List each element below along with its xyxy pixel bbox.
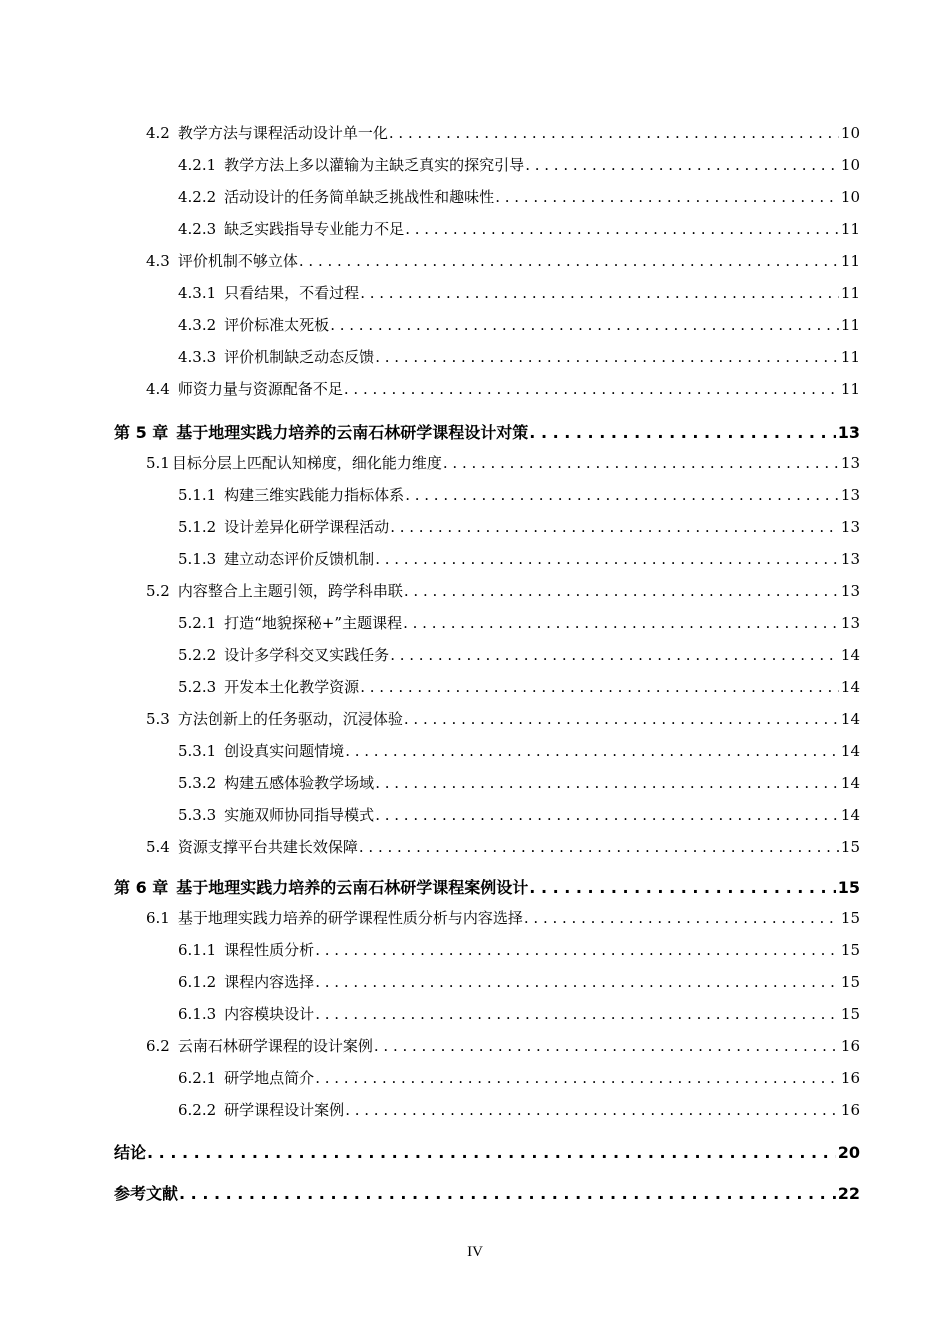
toc-entry-title: 云南石林研学课程的设计案例 <box>177 1037 373 1055</box>
toc-entry-title: 基于地理实践力培养的研学课程性质分析与内容选择 <box>177 909 523 927</box>
toc-entry-5-3-3[interactable] <box>178 804 860 825</box>
dot-leader <box>375 806 839 824</box>
toc-page-number: 13 <box>837 423 860 442</box>
toc-page-number: 10 <box>840 124 860 142</box>
toc-entry-6-1-2[interactable] <box>178 971 860 992</box>
dot-leader <box>524 909 839 927</box>
toc-page-number: 14 <box>840 742 860 760</box>
toc-entry-4-4[interactable] <box>146 378 860 399</box>
toc-entry-6-2[interactable] <box>146 1035 860 1056</box>
page-number-footer: IV <box>467 1244 483 1260</box>
dot-leader <box>403 614 839 632</box>
dot-leader <box>345 1101 839 1119</box>
toc-page-number: 22 <box>837 1184 860 1203</box>
dot-leader <box>390 646 839 664</box>
toc-chapter-5[interactable] <box>114 420 860 443</box>
toc-entry-number: 第 6 章 <box>114 878 169 897</box>
dot-leader <box>375 774 839 792</box>
toc-entry-number: 6.1.3 <box>178 1005 217 1023</box>
toc-entry-5-1[interactable] <box>146 452 860 473</box>
toc-page-number: 14 <box>840 678 860 696</box>
toc-entry-4-2-3[interactable] <box>178 218 860 239</box>
toc-page-number: 11 <box>840 316 860 334</box>
toc-entry-number: 4.3.3 <box>178 348 217 366</box>
dot-leader <box>443 454 839 472</box>
toc-page-number: 15 <box>840 941 860 959</box>
toc-entry-title: 设计多学科交叉实践任务 <box>224 646 390 664</box>
toc-entry-number: 6.2.1 <box>178 1069 217 1087</box>
dot-leader <box>345 742 839 760</box>
toc-entry-5-3-1[interactable] <box>178 740 860 761</box>
toc-entry-5-1-3[interactable] <box>178 548 860 569</box>
toc-entry-title: 评价机制不够立体 <box>177 252 298 270</box>
toc-page-number: 16 <box>840 1101 860 1119</box>
toc-page-number: 15 <box>840 838 860 856</box>
toc-entry-number: 6.1.1 <box>178 941 217 959</box>
toc-entry-title: 开发本土化教学资源 <box>224 678 360 696</box>
toc-entry-4-3[interactable] <box>146 250 860 271</box>
toc-entry-title: 结论 <box>114 1143 147 1162</box>
toc-page-number: 15 <box>837 878 860 897</box>
toc-entry-title: 参考文献 <box>114 1184 179 1203</box>
toc-entry-number: 5.3.2 <box>178 774 217 792</box>
dot-leader <box>374 1037 839 1055</box>
dot-leader <box>315 1069 839 1087</box>
toc-entry-title: 创设真实问题情境 <box>224 742 345 760</box>
toc-entry-number: 6.2.2 <box>178 1101 217 1119</box>
toc-entry-title: 只看结果，不看过程 <box>224 284 360 302</box>
toc-entry-title: 活动设计的任务简单缺乏挑战性和趣味性 <box>224 188 495 206</box>
toc-entry-number: 5.4 <box>146 838 170 856</box>
toc-entry-title: 目标分层上匹配认知梯度，细化能力维度 <box>171 454 442 472</box>
dot-leader <box>405 220 839 238</box>
dot-leader <box>375 348 839 366</box>
toc-entry-4-3-2[interactable] <box>178 314 860 335</box>
toc-entry-number: 5.2.1 <box>178 614 217 632</box>
toc-entry-4-2[interactable] <box>146 122 860 143</box>
toc-entry-4-2-2[interactable] <box>178 186 860 207</box>
toc-entry-number: 5.3.1 <box>178 742 217 760</box>
dot-leader <box>147 1143 836 1162</box>
toc-page-number: 15 <box>840 973 860 991</box>
toc-entry-number: 5.1 <box>146 454 170 472</box>
dot-leader <box>529 878 835 897</box>
toc-page-number: 13 <box>840 582 860 600</box>
toc-entry-number: 6.2 <box>146 1037 170 1055</box>
toc-entry-number: 4.2.3 <box>178 220 217 238</box>
toc-entry-title: 教学方法上多以灌输为主缺乏真实的探究引导 <box>224 156 525 174</box>
dot-leader <box>179 1184 836 1203</box>
toc-entry-title: 研学地点简介 <box>224 1069 315 1087</box>
toc-entry-number: 5.2 <box>146 582 170 600</box>
toc-entry-5-2-3[interactable] <box>178 676 860 697</box>
dot-leader <box>405 486 839 504</box>
toc-page-number: 20 <box>837 1143 860 1162</box>
toc-entry-title: 基于地理实践力培养的云南石林研学课程案例设计 <box>176 878 529 897</box>
dot-leader <box>525 156 839 174</box>
toc-conclusion[interactable] <box>114 1140 860 1163</box>
toc-page-number: 11 <box>840 252 860 270</box>
toc-entry-6-1[interactable] <box>146 907 860 928</box>
toc-entry-title: 评价机制缺乏动态反馈 <box>224 348 375 366</box>
toc-entry-title: 课程性质分析 <box>224 941 315 959</box>
toc-entry-5-1-2[interactable] <box>178 516 860 537</box>
toc-references[interactable] <box>114 1181 860 1204</box>
toc-entry-5-3-2[interactable] <box>178 772 860 793</box>
toc-entry-title: 建立动态评价反馈机制 <box>224 550 375 568</box>
toc-entry-number: 5.3.3 <box>178 806 217 824</box>
toc-entry-title: 教学方法与课程活动设计单一化 <box>177 124 388 142</box>
toc-entry-title: 构建三维实践能力指标体系 <box>224 486 405 504</box>
toc-page-number: 13 <box>840 550 860 568</box>
toc-entry-5-1-1[interactable] <box>178 484 860 505</box>
dot-leader <box>404 710 839 728</box>
toc-entry-title: 构建五感体验教学场域 <box>224 774 375 792</box>
toc-page-number: 16 <box>840 1037 860 1055</box>
toc-entry-number: 5.1.1 <box>178 486 217 504</box>
toc-entry-title: 缺乏实践指导专业能力不足 <box>224 220 405 238</box>
toc-page-number: 13 <box>840 614 860 632</box>
toc-entry-6-2-1[interactable] <box>178 1067 860 1088</box>
toc-entry-title: 基于地理实践力培养的云南石林研学课程设计对策 <box>176 423 529 442</box>
toc-page-number: 14 <box>840 806 860 824</box>
toc-page-number: 11 <box>840 284 860 302</box>
toc-entry-5-3[interactable] <box>146 708 860 729</box>
toc-page-number: 14 <box>840 774 860 792</box>
toc-entry-title: 课程内容选择 <box>224 973 315 991</box>
toc-entry-6-1-3[interactable] <box>178 1003 860 1024</box>
dot-leader <box>315 1005 839 1023</box>
toc-entry-number: 6.1.2 <box>178 973 217 991</box>
toc-entry-title: 研学课程设计案例 <box>224 1101 345 1119</box>
toc-entry-6-2-2[interactable] <box>178 1099 860 1120</box>
toc-entry-number: 5.3 <box>146 710 170 728</box>
toc-entry-number: 5.2.3 <box>178 678 217 696</box>
toc-chapter-6[interactable] <box>114 875 860 898</box>
dot-leader <box>529 423 835 442</box>
toc-entry-4-2-1[interactable] <box>178 154 860 175</box>
dot-leader <box>299 252 839 270</box>
dot-leader <box>495 188 839 206</box>
dot-leader <box>389 124 839 142</box>
dot-leader <box>360 284 839 302</box>
toc-page-number: 13 <box>840 486 860 504</box>
toc-entry-number: 4.3 <box>146 252 170 270</box>
toc-entry-title: 方法创新上的任务驱动，沉浸体验 <box>177 710 403 728</box>
dot-leader <box>390 518 839 536</box>
toc-entry-number: 5.2.2 <box>178 646 217 664</box>
toc-entry-title: 评价标准太死板 <box>224 316 330 334</box>
toc-entry-title: 打造“地貌探秘+”主题课程 <box>224 614 403 632</box>
toc-entry-number: 4.2.1 <box>178 156 217 174</box>
toc-page-number: 10 <box>840 156 860 174</box>
toc-page-number: 13 <box>840 518 860 536</box>
dot-leader <box>359 838 839 856</box>
toc-entry-number: 4.3.2 <box>178 316 217 334</box>
toc-entry-number: 5.1.3 <box>178 550 217 568</box>
toc-entry-title: 实施双师协同指导模式 <box>224 806 375 824</box>
toc-entry-title: 内容模块设计 <box>224 1005 315 1023</box>
toc-entry-number: 5.1.2 <box>178 518 217 536</box>
toc-page-number: 13 <box>840 454 860 472</box>
toc-page-number: 11 <box>840 380 860 398</box>
toc-page-number: 10 <box>840 188 860 206</box>
toc-page-number: 11 <box>840 348 860 366</box>
dot-leader <box>315 973 839 991</box>
toc-entry-number: 4.3.1 <box>178 284 217 302</box>
toc-page-number: 11 <box>840 220 860 238</box>
toc-page-number: 14 <box>840 646 860 664</box>
toc-entry-title: 设计差异化研学课程活动 <box>224 518 390 536</box>
toc-entry-5-2-1[interactable] <box>178 612 860 633</box>
toc-page-number: 16 <box>840 1069 860 1087</box>
dot-leader <box>315 941 839 959</box>
toc-entry-number: 6.1 <box>146 909 170 927</box>
dot-leader <box>404 582 839 600</box>
dot-leader <box>330 316 839 334</box>
dot-leader <box>375 550 839 568</box>
toc-page-number: 15 <box>840 909 860 927</box>
toc-entry-title: 师资力量与资源配备不足 <box>177 380 343 398</box>
toc-entry-number: 4.2 <box>146 124 170 142</box>
toc-page-number: 15 <box>840 1005 860 1023</box>
toc-entry-number: 4.2.2 <box>178 188 217 206</box>
dot-leader <box>360 678 839 696</box>
toc-entry-5-4[interactable] <box>146 836 860 857</box>
toc-entry-number: 4.4 <box>146 380 170 398</box>
toc-page-number: 14 <box>840 710 860 728</box>
toc-entry-title: 内容整合上主题引领，跨学科串联 <box>177 582 403 600</box>
toc-entry-title: 资源支撑平台共建长效保障 <box>177 838 358 856</box>
toc-entry-5-2-2[interactable] <box>178 644 860 665</box>
toc-entry-number: 第 5 章 <box>114 423 169 442</box>
toc-entry-5-2[interactable] <box>146 580 860 601</box>
dot-leader <box>344 380 839 398</box>
toc-entry-6-1-1[interactable] <box>178 939 860 960</box>
toc-entry-4-3-1[interactable] <box>178 282 860 303</box>
toc-entry-4-3-3[interactable] <box>178 346 860 367</box>
